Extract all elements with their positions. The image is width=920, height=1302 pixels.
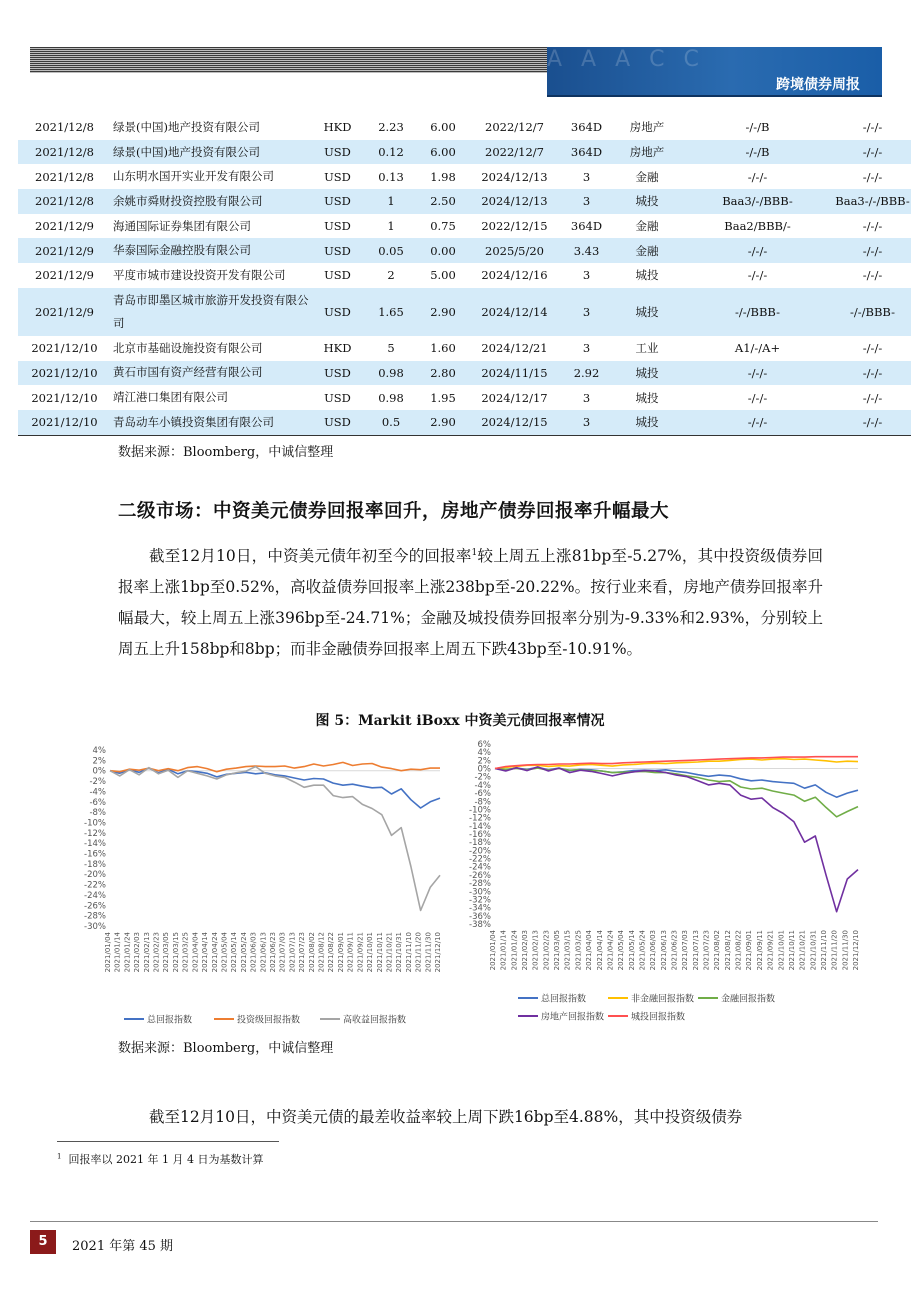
x-tick-label: 2021/10/01 (366, 932, 375, 973)
y-tick-label: -4% (474, 780, 491, 791)
cell-issuer: 平度市城市建设投资开发有限公司 (113, 267, 286, 282)
footnote-text: 回报率以 2021 年 1 月 4 日为基数计算 (68, 1153, 264, 1166)
paragraph-returns-lead: 截至12月10日，中资美元债年初至今的回报率 (149, 547, 472, 566)
cell-issuer-rating: -/-/- (862, 120, 883, 135)
y-tick-label: 0% (92, 766, 106, 777)
header-underline (547, 95, 882, 97)
cell-amount: 5 (387, 341, 395, 356)
table-row (18, 164, 911, 189)
cell-bond-rating: -/-/- (681, 361, 834, 386)
cell-maturity: 2024/12/13 (481, 169, 548, 184)
x-tick-label: 2021/04/24 (606, 930, 615, 971)
cell-coupon: 6.00 (430, 120, 456, 135)
cell-bond-rating: -/-/- (747, 390, 768, 405)
cell-tenor: 2.92 (560, 361, 613, 386)
paragraph-returns-body: 较上周五上涨81bp至-5.27%，其中投资级债券回报率上涨1bp至0.52%，高收益债券回报率上涨238bp至-20.22%。按行业来看，房地产债券回报率升幅最大，较上周五上涨396bp至-24.71%；金融及城投债券回报率分别为-9.33%和2.93%，分别较上周五上升158bp和8bp；而非金融债券回报率上周五下跌43bp至-10.91%。 (118, 547, 824, 659)
x-tick-label: 2021/09/21 (356, 932, 365, 973)
cell-issue-date: 2021/12/9 (35, 219, 94, 234)
x-tick-label: 2021/06/23 (269, 932, 277, 973)
cell-issuer: 华泰国际金融控股有限公司 (111, 238, 310, 263)
x-tick-label: 2021/12/10 (434, 932, 442, 973)
y-tick-label: -26% (469, 870, 491, 881)
cell-coupon: 1.95 (430, 390, 456, 405)
x-tick-label: 2021/05/14 (230, 932, 239, 973)
cell-issuer-rating: -/-/- (834, 238, 911, 263)
issue-label: 2021 年第 45 期 (72, 1239, 174, 1254)
y-tick-label: -18% (469, 838, 491, 849)
legend-label: 房地产回报指数 (541, 1012, 605, 1023)
cell-tenor: 3 (560, 410, 613, 435)
y-tick-label: 4% (92, 746, 106, 756)
footnote-divider (57, 1141, 279, 1142)
y-tick-label: 4% (477, 748, 491, 759)
y-tick-label: -12% (469, 813, 491, 824)
x-tick-label: 2021/10/11 (375, 932, 384, 973)
x-tick-label: 2021/06/13 (259, 932, 268, 973)
x-tick-label: 2021/08/02 (713, 930, 722, 971)
cell-issuer: 黄石市国有资产经营有限公司 (111, 361, 310, 386)
x-tick-label: 2021/09/01 (745, 930, 754, 971)
cell-maturity: 2022/12/7 (485, 120, 544, 135)
cell-bond-rating: Baa3/-/BBB- (681, 189, 834, 214)
cell-bond-rating: -/-/- (747, 169, 768, 184)
cell-maturity: 2024/12/17 (481, 390, 548, 405)
y-tick-label: -38% (469, 920, 491, 930)
cell-coupon: 1.98 (430, 169, 456, 184)
x-tick-label: 2021/05/04 (617, 930, 626, 971)
cell-tenor: 3 (582, 341, 591, 356)
y-tick-label: -22% (84, 880, 106, 891)
x-tick-label: 2021/08/12 (317, 932, 326, 973)
x-tick-label: 2021/01/24 (510, 930, 519, 971)
x-tick-label: 2021/10/31 (395, 932, 404, 973)
x-tick-label: 2021/07/23 (702, 930, 711, 971)
y-tick-label: -10% (469, 805, 491, 816)
x-tick-label: 2021/10/31 (809, 930, 818, 971)
x-tick-label: 2021/04/04 (191, 932, 200, 973)
cell-issuer: 绿景(中国)地产投资有限公司 (113, 119, 260, 134)
cell-amount: 2.23 (378, 120, 404, 135)
cell-coupon: 6.00 (417, 140, 469, 165)
x-tick-label: 2021/03/15 (171, 932, 180, 973)
series-line-1 (495, 767, 858, 797)
x-tick-label: 2021/04/14 (595, 930, 604, 971)
cell-maturity: 2022/12/15 (481, 219, 548, 234)
x-tick-label: 2021/03/05 (553, 930, 562, 971)
cell-sector: 房地产 (613, 140, 681, 165)
y-tick-label: -24% (84, 890, 106, 901)
cell-bond-rating: -/-/- (747, 268, 768, 283)
table-row (18, 263, 911, 288)
cell-bond-rating: -/-/BBB- (681, 288, 834, 336)
x-tick-label: 2021/08/22 (327, 932, 336, 973)
header-stripes (30, 47, 548, 73)
cell-currency: USD (310, 288, 365, 336)
y-tick-label: -6% (89, 797, 106, 808)
x-tick-label: 2021/11/30 (841, 930, 850, 971)
cell-sector: 城投 (635, 268, 659, 283)
cell-issuer: 北京市基础设施投资有限公司 (113, 340, 263, 355)
cell-tenor: 3 (560, 288, 613, 336)
x-tick-label: 2021/08/12 (723, 930, 732, 971)
x-tick-label: 2021/12/10 (852, 930, 860, 971)
y-tick-label: -2% (89, 777, 106, 788)
x-tick-label: 2021/07/03 (278, 932, 287, 973)
x-tick-label: 2021/04/14 (201, 932, 210, 973)
paragraph-returns (118, 538, 823, 665)
cell-maturity: 2024/12/15 (469, 410, 560, 435)
cell-sector: 城投 (613, 361, 681, 386)
x-tick-label: 2021/02/23 (542, 930, 551, 971)
report-title: 跨境债券周报 (776, 77, 860, 93)
cell-issuer: 余姚市舜财投资控股有限公司 (111, 189, 310, 214)
cell-maturity: 2024/12/13 (469, 189, 560, 214)
cell-amount: 0.98 (378, 390, 404, 405)
cell-maturity: 2024/11/15 (469, 361, 560, 386)
legend-label: 高收益回报指数 (343, 1015, 407, 1026)
footnote-ref: 1 (471, 548, 478, 558)
table-row (18, 385, 911, 410)
cell-tenor: 364D (570, 120, 603, 135)
table-row (18, 361, 911, 386)
cell-currency: HKD (323, 120, 352, 135)
y-tick-label: -6% (474, 789, 491, 800)
x-tick-label: 2021/05/24 (638, 930, 647, 971)
cell-issuer: 靖江港口集团有限公司 (113, 390, 228, 405)
cell-issuer-rating: Baa3-/-/BBB- (834, 189, 911, 214)
paragraph-yield: 截至12月10日，中资美元债的最差收益率较上周下跌16bp至4.88%，其中投资级债券 (149, 1108, 743, 1126)
y-tick-label: -2% (474, 772, 491, 783)
cell-maturity: 2024/12/14 (469, 288, 560, 336)
series-line-4 (495, 767, 858, 912)
table-row (18, 288, 911, 336)
cell-issuer-rating: -/-/- (862, 268, 883, 283)
x-tick-label: 2021/11/10 (819, 930, 828, 971)
y-tick-label: -20% (469, 846, 491, 857)
y-tick-label: -14% (469, 821, 491, 832)
x-tick-label: 2021/09/11 (755, 930, 764, 971)
y-tick-label: -8% (474, 797, 491, 808)
cell-issuer-rating: -/-/- (862, 169, 883, 184)
cell-issuer-rating: -/-/- (834, 140, 911, 165)
y-tick-label: -30% (469, 887, 491, 898)
cell-maturity: 2022/12/7 (469, 140, 560, 165)
cell-amount: 0.05 (365, 238, 417, 263)
cell-coupon: 0.75 (430, 219, 456, 234)
cell-amount: 0.5 (365, 410, 417, 435)
cell-bond-rating: Baa2/BBB/- (724, 219, 791, 234)
cell-maturity: 2025/5/20 (469, 238, 560, 263)
cell-coupon: 0.00 (417, 238, 469, 263)
cell-currency: USD (324, 169, 351, 184)
cell-sector: 城投 (613, 288, 681, 336)
cell-coupon: 2.90 (417, 288, 469, 336)
cell-sector: 工业 (635, 341, 659, 356)
y-tick-label: 2% (477, 756, 491, 767)
x-tick-label: 2021/10/21 (385, 932, 394, 973)
figure-title: 图 5：Markit iBoxx 中资美元债回报率情况 (315, 713, 605, 729)
x-tick-label: 2021/10/21 (798, 930, 807, 971)
cell-sector: 城投 (613, 410, 681, 435)
cell-sector: 金融 (635, 169, 659, 184)
cell-currency: HKD (323, 341, 352, 356)
y-tick-label: -8% (89, 808, 106, 819)
x-tick-label: 2021/02/13 (531, 930, 540, 971)
chart-right (455, 738, 875, 1033)
cell-issuer-rating: -/-/- (862, 219, 883, 234)
y-tick-label: -28% (84, 911, 106, 922)
cell-issue-date: 2021/12/8 (18, 140, 111, 165)
cell-issue-date: 2021/12/10 (18, 361, 111, 386)
y-tick-label: 6% (477, 740, 491, 750)
x-tick-label: 2021/01/14 (113, 932, 122, 973)
cell-issue-date: 2021/12/9 (18, 238, 111, 263)
cell-issuer-rating: -/-/- (834, 361, 911, 386)
y-tick-label: -30% (84, 922, 106, 932)
y-tick-label: -20% (84, 870, 106, 881)
cell-maturity: 2024/12/16 (481, 268, 548, 283)
x-tick-label: 2021/11/10 (404, 932, 413, 973)
y-tick-label: -26% (84, 901, 106, 912)
x-tick-label: 2021/02/03 (521, 930, 530, 971)
cell-tenor: 3 (582, 390, 591, 405)
page-number: 5 (30, 1230, 56, 1254)
y-tick-label: -16% (84, 849, 106, 860)
cell-tenor: 364D (570, 219, 603, 234)
y-tick-label: -16% (469, 830, 491, 840)
y-tick-label: -22% (469, 854, 491, 865)
x-tick-label: 2021/05/04 (220, 932, 229, 973)
y-tick-label: -34% (469, 903, 491, 914)
x-tick-label: 2021/07/23 (298, 932, 307, 973)
cell-amount: 0.98 (365, 361, 417, 386)
x-tick-label: 2021/04/04 (585, 930, 594, 971)
cell-issuer: 青岛市即墨区城市旅游开发投资有限公司 (111, 288, 310, 336)
cell-currency: USD (310, 189, 365, 214)
cell-amount: 0.13 (378, 169, 404, 184)
x-tick-label: 2021/09/11 (346, 932, 355, 973)
cell-issuer: 绿景(中国)地产投资有限公司 (111, 140, 310, 165)
x-tick-label: 2021/02/23 (152, 932, 161, 973)
cell-currency: USD (310, 361, 365, 386)
y-tick-label: -10% (84, 818, 106, 829)
cell-amount: 1 (365, 189, 417, 214)
cell-bond-rating: -/-/B (745, 120, 770, 135)
cell-amount: 0.12 (365, 140, 417, 165)
cell-bond-rating: -/-/- (681, 410, 834, 435)
table-source: 数据来源：Bloomberg，中诚信整理 (118, 445, 334, 460)
cell-sector: 金融 (613, 238, 681, 263)
table-row (18, 238, 911, 263)
cell-issue-date: 2021/12/9 (35, 268, 94, 283)
table-row (18, 140, 911, 165)
cell-issuer: 海通国际证券集团有限公司 (113, 218, 251, 233)
y-tick-label: 0% (477, 764, 491, 775)
cell-issue-date: 2021/12/8 (35, 120, 94, 135)
cell-amount: 1 (387, 219, 395, 234)
table-row (18, 189, 911, 214)
x-tick-label: 2021/11/20 (830, 930, 839, 971)
series-line-3 (110, 767, 440, 911)
x-tick-label: 2021/01/04 (104, 932, 112, 973)
cell-bond-rating: -/-/B (681, 140, 834, 165)
x-tick-label: 2021/06/13 (659, 930, 668, 971)
cell-tenor: 364D (560, 140, 613, 165)
x-tick-label: 2021/06/23 (670, 930, 679, 971)
cell-sector: 房地产 (629, 120, 665, 135)
y-tick-label: -4% (89, 787, 106, 798)
x-tick-label: 2021/07/13 (691, 930, 700, 971)
legend-label: 投资级回报指数 (237, 1015, 301, 1026)
cell-issue-date: 2021/12/8 (18, 189, 111, 214)
cell-sector: 城投 (613, 189, 681, 214)
x-tick-label: 2021/04/24 (210, 932, 219, 973)
cell-tenor: 3 (582, 268, 591, 283)
legend-label: 总回报指数 (147, 1015, 193, 1026)
x-tick-label: 2021/11/30 (424, 932, 433, 973)
x-tick-label: 2021/02/03 (133, 932, 142, 973)
cell-currency: USD (310, 238, 365, 263)
cell-sector: 金融 (635, 219, 659, 234)
y-tick-label: -12% (84, 828, 106, 839)
footnote (57, 1151, 263, 1167)
x-tick-label: 2021/03/25 (181, 932, 190, 973)
chart-source: 数据来源：Bloomberg，中诚信整理 (118, 1041, 334, 1056)
chart-left (80, 742, 450, 1032)
cell-issue-date: 2021/12/10 (18, 410, 111, 435)
x-tick-label: 2021/08/02 (307, 932, 316, 973)
cell-issuer-rating: -/-/- (862, 341, 883, 356)
cell-currency: USD (310, 140, 365, 165)
x-tick-label: 2021/01/24 (123, 932, 132, 973)
cell-issuer-rating: -/-/- (862, 390, 883, 405)
header-banner (547, 47, 882, 97)
cell-issuer: 青岛动车小镇投资集团有限公司 (111, 410, 310, 435)
cell-coupon: 2.50 (417, 189, 469, 214)
cell-coupon: 2.90 (417, 410, 469, 435)
x-tick-label: 2021/07/13 (288, 932, 297, 973)
x-tick-label: 2021/07/03 (681, 930, 690, 971)
x-tick-label: 2021/05/24 (239, 932, 248, 973)
y-tick-label: -36% (469, 911, 491, 922)
cell-coupon: 2.80 (417, 361, 469, 386)
cell-currency: USD (324, 219, 351, 234)
x-tick-label: 2021/03/05 (162, 932, 171, 973)
page-header (30, 47, 882, 97)
cell-tenor: 3 (560, 189, 613, 214)
cell-coupon: 1.60 (430, 341, 456, 356)
y-tick-label: -24% (469, 862, 491, 873)
cell-issue-date: 2021/12/10 (31, 341, 98, 356)
cell-amount: 1.65 (365, 288, 417, 336)
x-tick-label: 2021/08/22 (734, 930, 743, 971)
table-row (18, 115, 911, 140)
x-tick-label: 2021/03/15 (563, 930, 572, 971)
cell-maturity: 2024/12/21 (481, 341, 548, 356)
x-tick-label: 2021/01/14 (499, 930, 508, 971)
cell-currency: USD (310, 410, 365, 435)
cell-currency: USD (324, 390, 351, 405)
legend-label: 非金融回报指数 (631, 994, 695, 1005)
header-decoration: A A A C C (547, 47, 705, 72)
cell-amount: 2 (387, 268, 395, 283)
y-tick-label: 2% (92, 756, 106, 767)
table-row (18, 410, 911, 435)
cell-issuer-rating: -/-/- (834, 410, 911, 435)
cell-coupon: 5.00 (430, 268, 456, 283)
footnote-marker: 1 (57, 1152, 62, 1161)
x-tick-label: 2021/01/04 (489, 930, 497, 971)
cell-bond-rating: A1/-/A+ (734, 341, 781, 356)
y-tick-label: -18% (84, 859, 106, 870)
x-tick-label: 2021/10/11 (787, 930, 796, 971)
x-tick-label: 2021/09/01 (336, 932, 345, 973)
x-tick-label: 2021/06/03 (649, 930, 658, 971)
cell-sector: 城投 (635, 390, 659, 405)
section-heading: 二级市场：中资美元债券回报率回升，房地产债券回报率升幅最大 (118, 501, 670, 522)
y-tick-label: -14% (84, 839, 106, 850)
x-tick-label: 2021/05/14 (627, 930, 636, 971)
cell-tenor: 3 (582, 169, 591, 184)
cell-issuer: 山东明水国开实业开发有限公司 (113, 169, 274, 184)
cell-tenor: 3.43 (560, 238, 613, 263)
cell-issuer-rating: -/-/BBB- (834, 288, 911, 336)
y-tick-label: -32% (469, 895, 491, 906)
legend-label: 城投回报指数 (631, 1012, 686, 1023)
cell-bond-rating: -/-/- (681, 238, 834, 263)
x-tick-label: 2021/10/01 (777, 930, 786, 971)
y-tick-label: -28% (469, 879, 491, 890)
x-tick-label: 2021/09/21 (766, 930, 775, 971)
cell-issue-date: 2021/12/10 (31, 390, 98, 405)
x-tick-label: 2021/02/13 (142, 932, 151, 973)
x-tick-label: 2021/03/25 (574, 930, 583, 971)
legend-label: 金融回报指数 (721, 994, 776, 1005)
cell-issue-date: 2021/12/9 (18, 288, 111, 336)
cell-currency: USD (324, 268, 351, 283)
table-row (18, 336, 911, 361)
cell-issue-date: 2021/12/8 (35, 169, 94, 184)
x-tick-label: 2021/11/20 (414, 932, 423, 973)
legend-label: 总回报指数 (541, 994, 587, 1005)
x-tick-label: 2021/06/03 (249, 932, 258, 973)
bond-issuance-table (18, 115, 911, 436)
footer-divider (30, 1221, 878, 1222)
table-row (18, 214, 911, 239)
